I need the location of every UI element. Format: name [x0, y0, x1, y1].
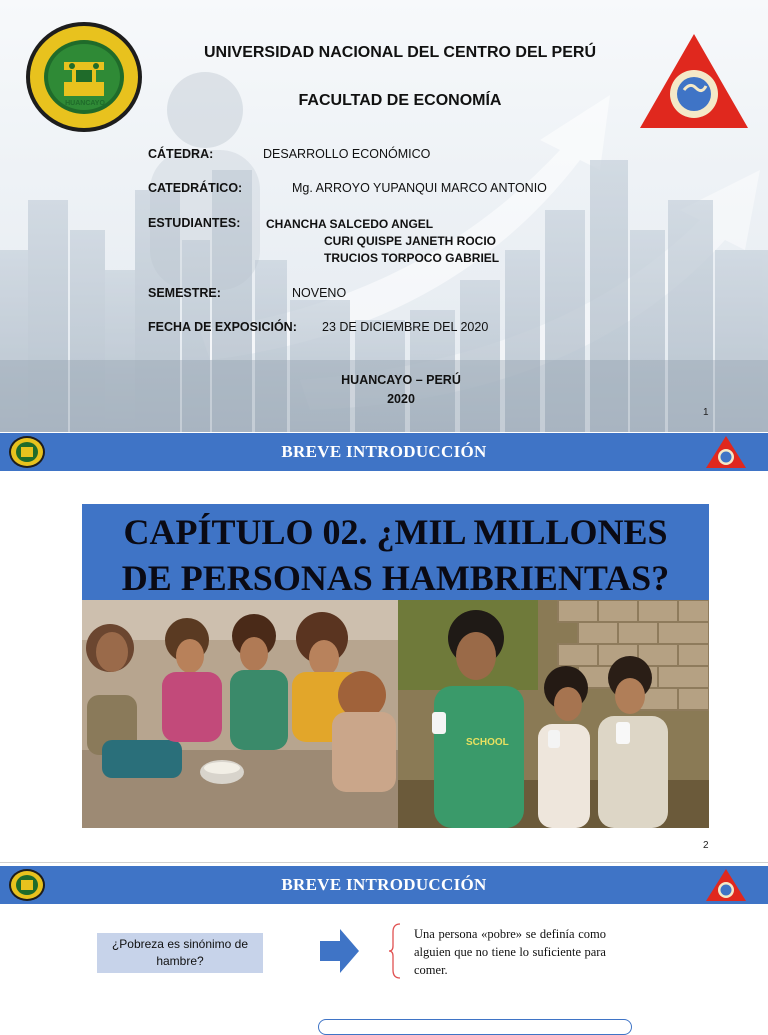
catedra-label: CÁTEDRA:: [148, 147, 214, 161]
children-drinking-photo: [398, 600, 709, 828]
slide-divider: [0, 862, 768, 863]
faculty-name: FACULTAD DE ECONOMÍA: [298, 92, 502, 109]
fecha-value: 23 DE DICIEMBRE DEL 2020: [322, 320, 489, 334]
catedratico-label: CATEDRÁTICO:: [148, 181, 243, 195]
children-eating-photo: [82, 600, 398, 828]
university-name: UNIVERSIDAD NACIONAL DEL CENTRO DEL PERÚ: [203, 44, 597, 61]
catedra-value: DESARROLLO ECONÓMICO: [263, 147, 431, 161]
definition-text: Una persona «pobre» se definía como alguien que no tiene lo suficiente para comer.: [414, 927, 606, 977]
section-title: BREVE INTRODUCCIÓN: [281, 875, 487, 894]
estudiantes-label: ESTUDIANTES:: [148, 216, 241, 230]
left-brace-icon: [388, 922, 402, 980]
chapter-title-box: [82, 504, 709, 600]
title-slide: [0, 0, 768, 432]
semestre-label: SEMESTRE:: [148, 286, 221, 300]
university-seal-icon: [24, 20, 144, 134]
question-box: ¿Pobreza es sinónimo de hambre?: [97, 933, 263, 973]
student-name: CURI QUISPE JANETH ROCIO: [324, 234, 497, 248]
page-number: 1: [703, 407, 709, 418]
catedratico-value: Mg. ARROYO YUPANQUI MARCO ANTONIO: [292, 181, 547, 195]
student-name: CHANCHA SALCEDO ANGEL: [266, 217, 434, 231]
section-title: BREVE INTRODUCCIÓN: [281, 442, 487, 461]
chapter-title-line2: DE PERSONAS HAMBRIENTAS?: [121, 558, 670, 598]
student-name: TRUCIOS TORPOCO GABRIEL: [324, 251, 500, 265]
chapter-title-line1: CAPÍTULO 02. ¿MIL MILLONES: [123, 512, 668, 552]
shirt-text: SCHOOL: [466, 737, 509, 748]
partial-box: [318, 1019, 632, 1035]
semestre-value: NOVENO: [292, 286, 347, 300]
arrow-right-icon: [320, 928, 360, 974]
place-text: HUANCAYO – PERÚ: [341, 373, 461, 387]
fecha-label: FECHA DE EXPOSICIÓN:: [148, 320, 297, 334]
page-number: 2: [703, 840, 709, 851]
seal-bottom-text: HUANCAYO: [65, 100, 105, 107]
year-text: 2020: [387, 392, 415, 406]
